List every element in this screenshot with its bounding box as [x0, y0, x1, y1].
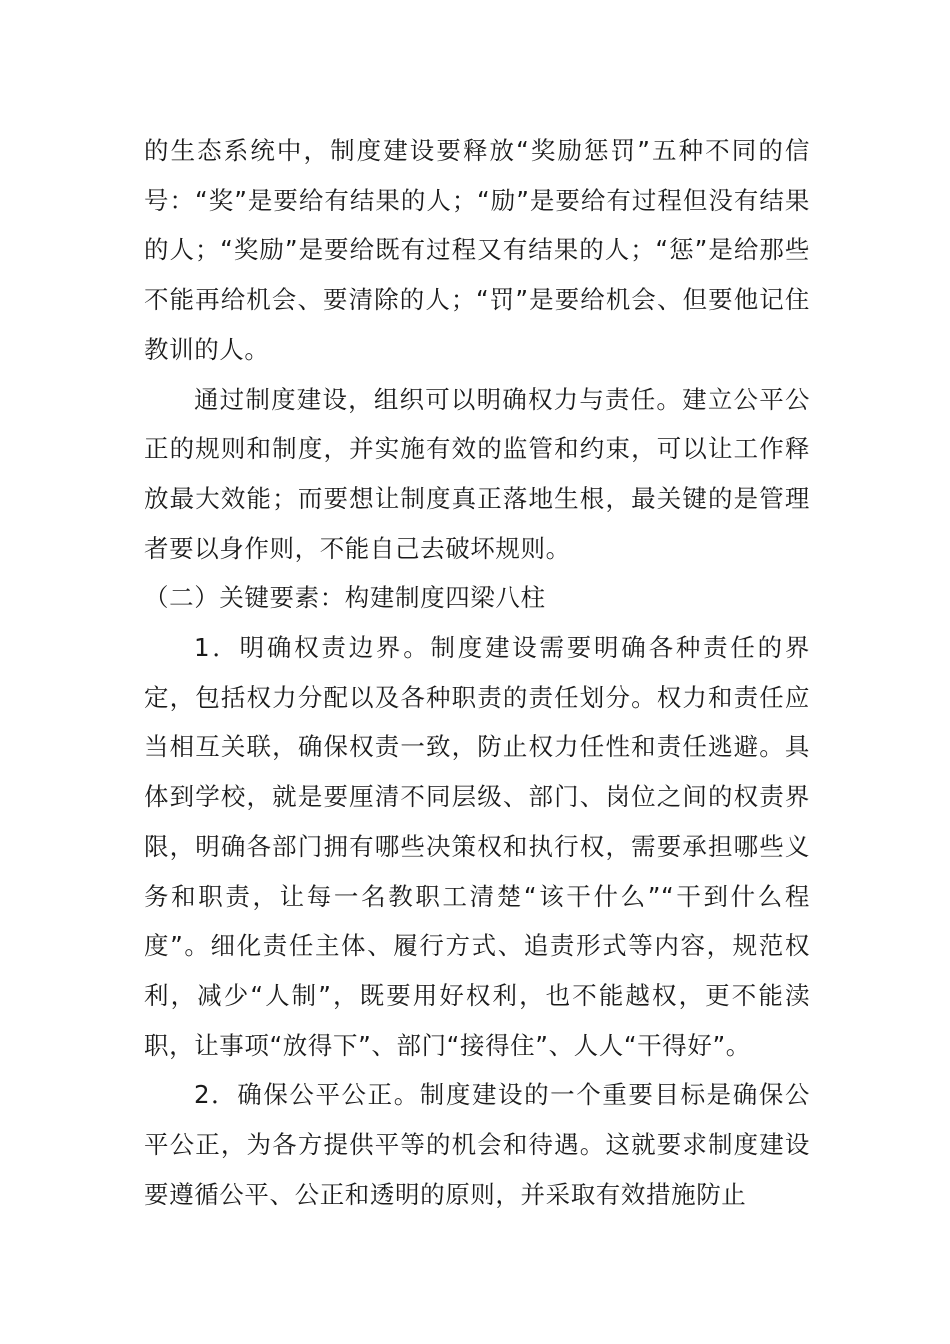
document-body	[144, 126, 810, 1219]
paragraph-item-1: 1．明确权责边界。制度建设需要明确各种责任的界定，包括权力分配以及各种职责的责任划分。权力和责任应当相互关联，确保权责一致，防止权力任性和责任逃避。具体到学校，就是要厘清不同层级、部门、岗位之间的权责界限，明确各部门拥有哪些决策权和执行权，需要承担哪些义务和职责，让每一名教职工清楚“该干什么”“干到什么程度”。细化责任主体、履行方式、追责形式等内容，规范权利，减少“人制”，既要用好权利，也不能越权，更不能渎职，让事项“放得下”、部门“接得住”、人人“干得好”。	[144, 633, 810, 1060]
paragraph-item-2: 2．确保公平公正。制度建设的一个重要目标是确保公平公正，为各方提供平等的机会和待遇。这就要求制度建设要遵循公平、公正和透明的原则，并采取有效措施防止	[144, 1080, 810, 1209]
section-heading: （二）关键要素：构建制度四梁八柱	[144, 583, 546, 613]
paragraph-continued: 的生态系统中，制度建设要释放“奖励惩罚”五种不同的信号：“奖”是要给有结果的人；“励”是要给有过程但没有结果的人；“奖励”是要给既有过程又有结果的人；“惩”是给那些不能再给机会、要清除的人；“罚”是要给机会、但要他记住教训的人。	[144, 136, 810, 364]
paragraph-power-responsibility: 通过制度建设，组织可以明确权力与责任。建立公平公正的规则和制度，并实施有效的监管和约束，可以让工作释放最大效能；而要想让制度真正落地生根，最关键的是管理者要以身作则，不能自己去破坏规则。	[144, 384, 810, 563]
